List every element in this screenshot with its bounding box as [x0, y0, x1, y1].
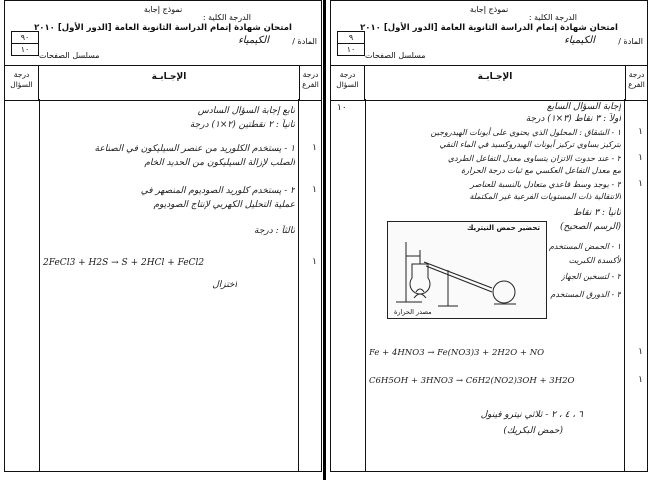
- answer-line: ١ - الشقاق : المحلول الذي يحتوي على أيونات الهيدروجين: [430, 128, 621, 137]
- answer-line: ٦ ، ٤ ، ٢ - ثلاثي نيترو فينول: [480, 410, 583, 420]
- question-mark: ١٠: [337, 103, 347, 113]
- answer-line: ٢ - عند حدوث الاتزان يتساوى معدل التفاعل الطردي: [447, 154, 621, 163]
- answer-sheet-right: [330, 0, 648, 472]
- answer-line: بتركيز يساوي تركيز أيونات الهيدروكسيد في الماء النقي: [439, 140, 621, 149]
- answer-line: ٢ - يستخدم كلوريد الصوديوم المنصهر في: [140, 186, 295, 196]
- branch-mark: ١: [312, 143, 317, 153]
- answer-line: ٣ - الدورق المستخدم: [550, 290, 621, 299]
- column-header: [331, 66, 647, 101]
- sheet-header: [331, 1, 647, 66]
- column-rule: [39, 99, 40, 471]
- answer-header: الإجـابـة: [151, 72, 187, 82]
- answer-header: الإجـابـة: [477, 72, 513, 82]
- column-header: [5, 66, 321, 101]
- branch-mark: ١: [638, 375, 643, 385]
- answer-line: الانتقالية ذات المستويات الفرعية غير المكتملة: [469, 192, 621, 201]
- branch-mark: ١: [638, 127, 643, 137]
- distillation-apparatus-drawing: [388, 222, 544, 316]
- answer-line: ١ - الحمض المستخدم: [548, 242, 621, 251]
- column-rule: [365, 99, 366, 471]
- answer-line: إجابة السؤال السابع: [546, 102, 621, 112]
- grade-bottom: ١٠: [20, 45, 30, 54]
- sheet-header: [5, 1, 321, 66]
- branch-mark: ١: [312, 185, 317, 195]
- equation-line: 2FeCl3 + H2S → S + 2HCl + FeCl2: [43, 258, 205, 268]
- model-answer-label: نموذج إجابة: [143, 5, 183, 14]
- figure-caption: مصدر الحرارة: [394, 308, 432, 316]
- question-grade-header: درجة السؤال: [5, 66, 39, 100]
- figure-title: تحضير حمض النيتريك: [466, 224, 540, 232]
- answer-line: اختزال: [212, 280, 237, 290]
- grade-box: [337, 31, 365, 56]
- subject-label: المادة /: [292, 37, 317, 46]
- equation-line: C6H5OH + 3HNO3 → C6H2(NO2)3OH + 3H2O: [369, 376, 575, 386]
- branch-grade-header: درجة الفرع: [625, 66, 647, 100]
- answer-body: [331, 99, 647, 471]
- answer-line: تابع إجابة السؤال السادس: [197, 106, 295, 116]
- grade-box: [11, 31, 39, 56]
- subject-value: الكيمياء: [238, 35, 269, 46]
- branch-mark: ١: [312, 257, 317, 267]
- answer-line: ثانياً : ٢ نقطتين (٢×١) درجة: [189, 120, 295, 130]
- answer-line: ثانياً : ٣ نقاط: [573, 208, 621, 218]
- exam-title: امتحان شهادة إتمام الدراسة الثانوية العامة [الدور الأول] ٢٠١٠: [360, 23, 618, 33]
- answer-line: (حمض البكريك): [503, 426, 563, 436]
- page-divider: [323, 0, 326, 480]
- branch-mark: ١: [638, 153, 643, 163]
- subject-value: الكيمياء: [564, 35, 595, 46]
- page-serial-label: مسلسل الصفحات: [365, 51, 426, 60]
- answer-sheet-left: [4, 0, 322, 472]
- answer-line: (الرسم الصحيح): [559, 222, 621, 232]
- answer-line: ١ - يستخدم الكلوريد من عنصر السيليكون في الصناعة: [94, 144, 295, 154]
- answer-line: عملية التحليل الكهربي لإنتاج الصوديوم: [153, 200, 295, 210]
- branch-mark: ١: [638, 179, 643, 189]
- grade-top: ٩٠: [12, 32, 38, 44]
- exam-title: امتحان شهادة إتمام الدراسة الثانوية العامة [الدور الأول] ٢٠١٠: [34, 23, 292, 33]
- branch-mark: ١: [638, 347, 643, 357]
- answer-line: الصلب لإزالة السيليكون من الحديد الخام: [144, 158, 295, 168]
- answer-line: ٢ - لتسخين الجهاز: [560, 272, 621, 281]
- answer-line: ثالثاً : درجة: [254, 226, 295, 236]
- answer-line: لأكسدة الكبريت: [568, 256, 621, 265]
- question-grade-header: درجة السؤال: [331, 66, 365, 100]
- answer-line: ٣ - يوجد وسط قاعدي متعادل بالنسبة للعناصر: [470, 180, 621, 189]
- column-rule: [298, 99, 299, 471]
- total-grade-label: الدرجة الكلية :: [528, 13, 577, 22]
- page-serial-label: مسلسل الصفحات: [39, 51, 100, 60]
- column-rule: [624, 99, 625, 471]
- grade-top: ٩: [338, 32, 364, 44]
- equation-line: Fe + 4HNO3 → Fe(NO3)3 + 2H2O + NO: [369, 348, 545, 358]
- subject-label: المادة /: [618, 37, 643, 46]
- answer-body: [5, 99, 321, 471]
- grade-bottom: ١٠: [346, 45, 356, 54]
- apparatus-figure: [387, 221, 547, 319]
- answer-line: مع معدل التفاعل العكسي مع ثبات درجة الحرارة: [461, 166, 621, 175]
- answer-line: أولاً : ٣ نقاط (٣×١) درجة: [525, 114, 621, 124]
- branch-grade-header: درجة الفرع: [299, 66, 321, 100]
- model-answer-label: نموذج إجابة: [469, 5, 509, 14]
- total-grade-label: الدرجة الكلية :: [202, 13, 251, 22]
